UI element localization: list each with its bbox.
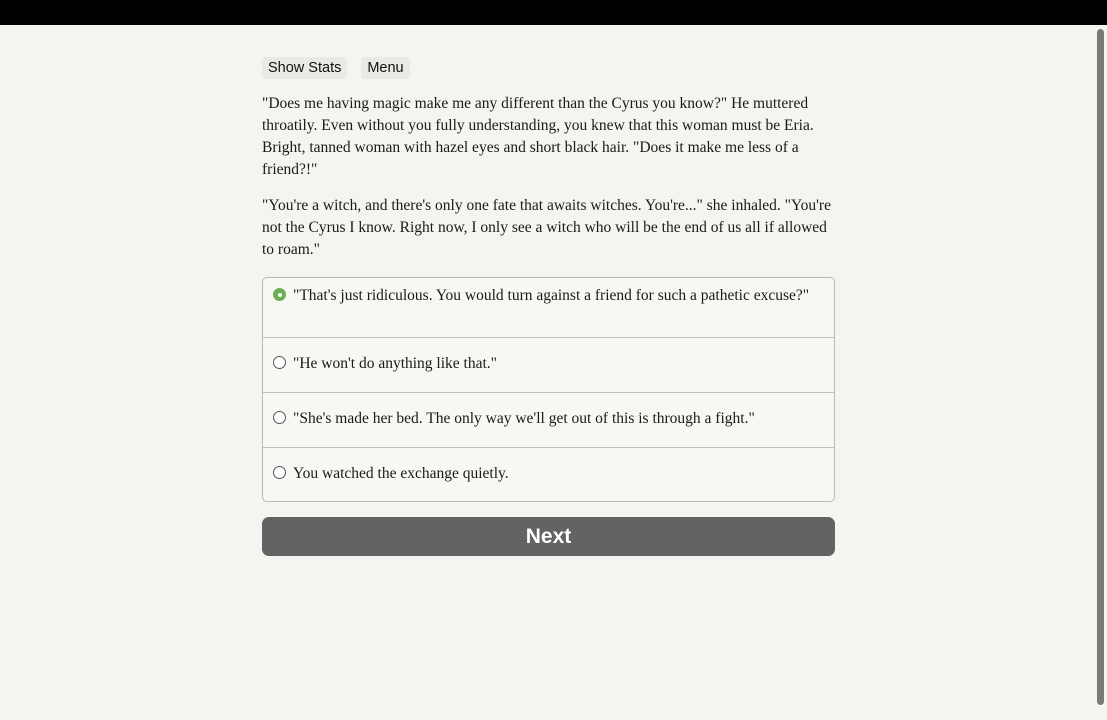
top-black-bar <box>0 0 1107 25</box>
toolbar <box>262 57 835 79</box>
choice-label: "That's just ridiculous. You would turn against a friend for such a pathetic excuse?" <box>293 287 810 304</box>
choice-option-1[interactable] <box>263 278 834 337</box>
choice-label: "She's made her bed. The only way we'll get out of this is through a fight." <box>293 410 755 427</box>
radio-unselected-icon[interactable] <box>273 411 286 424</box>
choice-option-2[interactable] <box>263 337 834 392</box>
choice-label: "He won't do anything like that." <box>293 355 497 372</box>
game-container <box>262 25 835 556</box>
choice-option-3[interactable] <box>263 392 834 447</box>
radio-selected-icon[interactable] <box>273 288 286 301</box>
menu-button[interactable]: Menu <box>361 57 409 79</box>
choice-label: You watched the exchange quietly. <box>293 465 509 482</box>
show-stats-button[interactable]: Show Stats <box>262 57 347 79</box>
next-button[interactable]: Next <box>262 517 835 556</box>
story-paragraph-1: "Does me having magic make me any different than the Cyrus you know?" He muttered throatily. Even without you fully understanding, you knew that this woman must be Eria. Bright, tanned woman with hazel eyes and short black hair. "Does it make me less of a friend?!" <box>262 95 814 178</box>
choice-list <box>262 277 835 502</box>
story-paragraph-2: "You're a witch, and there's only one fate that awaits witches. You're..." she inhaled. "You're not the Cyrus I know. Right now, I only see a witch who will be the end of us all if allowed to roam." <box>262 197 831 258</box>
radio-unselected-icon[interactable] <box>273 356 286 369</box>
radio-unselected-icon[interactable] <box>273 466 286 479</box>
scrollbar-thumb[interactable] <box>1097 29 1104 705</box>
choice-option-4[interactable] <box>263 447 834 501</box>
